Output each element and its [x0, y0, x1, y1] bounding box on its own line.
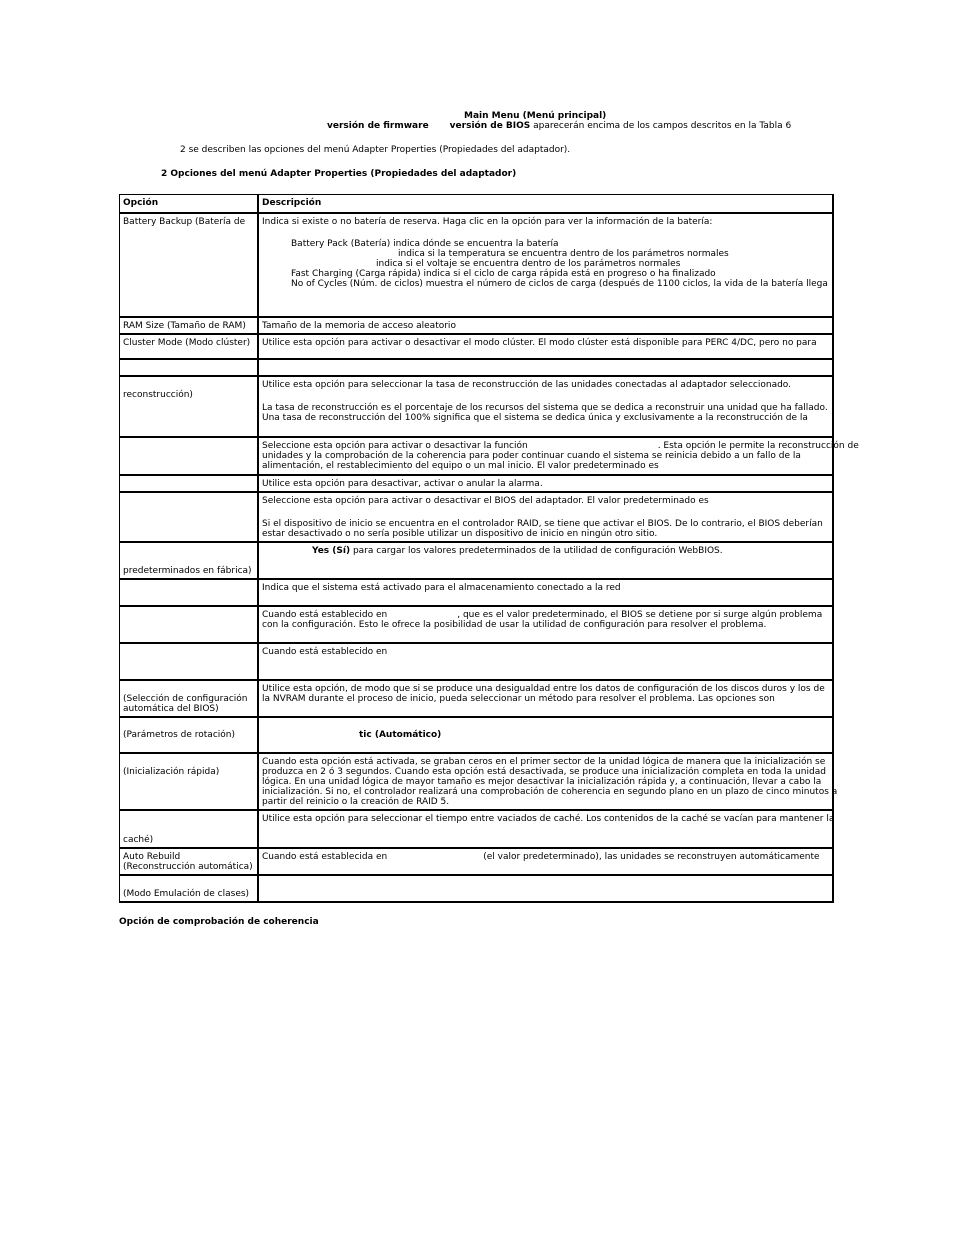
stop-l1a: Cuando está establecido en: [262, 609, 388, 620]
option-fast-init: (Inicialización rápida): [120, 753, 259, 810]
fast-init-l4: inicialización. Si no, el controlador realizará una comprobación de coherencia en segundo plano en un plazo de cinco minutos a: [262, 786, 838, 797]
battery-pack-line: Battery Pack (Batería) indica dónde se encuentra la batería: [291, 238, 559, 249]
table-row: [120, 492, 834, 542]
bios-p2a: Si el dispositivo de inicio se encuentra en el controlador RAID, se tiene que activar el BIOS. De lo contrario, el BIOS deberían: [262, 518, 823, 529]
desc-ram-size: Tamaño de la memoria de acceso aleatorio: [258, 317, 833, 334]
intro-firmware-line: [327, 121, 791, 132]
table-row: [120, 606, 834, 643]
auto-select-l1: Utilice esta opción, de modo que si se produce una desigualdad entre los datos de configuración de los discos duros y los de: [262, 683, 825, 694]
desc-auto-select: [258, 680, 833, 717]
table-caption: 2 Opciones del menú Adapter Properties (Propiedades del adaptador): [161, 169, 517, 179]
battery-desc: Indica si existe o no batería de reserva. Haga clic en la opción para ver la información de la batería:: [262, 216, 713, 227]
table-row: [120, 579, 834, 606]
option-battery-backup: Battery Backup (Batería de: [120, 213, 259, 317]
option-network-storage: [120, 579, 259, 606]
desc-factory-defaults: [258, 542, 833, 579]
table-row: [120, 810, 834, 848]
table-header-row: [120, 195, 834, 213]
continue-line3: alimentación, el restablecimiento del equipo o un mal inicio. El valor predeterminado es: [262, 460, 659, 471]
table-row: [120, 875, 834, 902]
table-row: [120, 848, 834, 875]
desc-auto-rebuild: [258, 848, 833, 875]
desc-cache-flush: Utilice esta opción para seleccionar el tiempo entre vaciados de caché. Los contenidos de la caché se vacían para mantener la: [258, 810, 833, 848]
table-row: [120, 437, 834, 475]
desc-class-emulation: [258, 875, 833, 902]
adapter-properties-table: [119, 194, 859, 903]
option-spinup: (Parámetros de rotación): [120, 717, 259, 753]
option-ram-size: RAM Size (Tamaño de RAM): [120, 317, 259, 334]
option-continue-on-boot: [120, 437, 259, 475]
option-alarm: [120, 475, 259, 492]
bios-p1: Seleccione esta opción para activar o desactivar el BIOS del adaptador. El valor predeterminado es: [262, 495, 709, 506]
table-row: [120, 359, 834, 376]
desc-spinup: [258, 717, 833, 753]
defaults-rest: para cargar los valores predeterminados de la utilidad de configuración WebBIOS.: [350, 545, 723, 556]
option-rebuild-rate: reconstrucción): [120, 376, 259, 437]
fast-init-l3: lógica. En una unidad lógica de mayor tamaño es mejor desactivar la inicialización rápida y, a continuación, llevar a cabo la: [262, 776, 822, 787]
table-row: [120, 680, 834, 717]
desc-alarm: Utilice esta opción para desactivar, activar o anular la alarma.: [258, 475, 833, 492]
intro-table-reference: 2 se describen las opciones del menú Adapter Properties (Propiedades del adaptador).: [180, 145, 571, 155]
option-auto-select: (Selección de configuración automática del BIOS): [120, 680, 259, 717]
table-row: [120, 753, 834, 810]
table-row: [120, 643, 834, 680]
intro-line2-rest: aparecerán encima de los campos descritos en la Tabla 6: [530, 121, 792, 131]
table-row: [120, 334, 834, 359]
option-factory-defaults: predeterminados en fábrica): [120, 542, 259, 579]
desc-continue-on-boot: [258, 437, 859, 475]
continue-l1a: Seleccione esta opción para activar o desactivar la función: [262, 440, 528, 451]
stop-l1b: , que es el valor predeterminado, el BIOS se detiene por si surge algún problema: [457, 609, 823, 620]
fast-init-l1: Cuando esta opción está activada, se graban ceros en el primer sector de la unidad lógica de manera que la inicialización se: [262, 756, 826, 767]
auto-rebuild-b: (el valor predeterminado), las unidades se reconstruyen automáticamente: [483, 851, 820, 862]
table-row: [120, 213, 834, 317]
fast-init-l5: partir del reinicio o la creación de RAID 5.: [262, 796, 450, 807]
header-option: Opción: [120, 195, 259, 213]
defaults-yes-label: Yes (Sí): [312, 545, 351, 556]
option-stop-on-error: [120, 606, 259, 643]
rebuild-p1: Utilice esta opción para seleccionar la tasa de reconstrucción de las unidades conectadas al adaptador seleccionado.: [262, 379, 792, 390]
option-empty: [120, 359, 259, 376]
table-row: [120, 542, 834, 579]
stop-line1: [262, 610, 828, 620]
bios-p2b: estar desactivado o no sería posible utilizar un dispositivo de inicio en ningún otro sitio.: [262, 528, 658, 539]
battery-voltage-line: indica si el voltaje se encuentra dentro de los parámetros normales: [376, 258, 681, 269]
desc-cluster-mode: Utilice esta opción para activar o desactivar el modo clúster. El modo clúster está disponible para PERC 4/DC, pero no para: [258, 334, 833, 359]
desc-empty: [258, 359, 833, 376]
continue-line1: [262, 440, 859, 451]
battery-cycles-line: No of Cycles (Núm. de ciclos) muestra el número de ciclos de carga (después de 1100 ciclos, la vida de la batería llega: [291, 278, 828, 289]
table-row: [120, 717, 834, 753]
rebuild-p2a: La tasa de reconstrucción es el porcentaje de los recursos del sistema que se dedica a reconstruir una unidad que ha fallado.: [262, 402, 828, 413]
header-description: Descripción: [258, 195, 833, 213]
continue-line2: unidades y la comprobación de la coherencia para poder continuar cuando el sistema se reinicia debido a un fallo de la: [262, 450, 801, 461]
desc-bios: [258, 492, 833, 542]
option-fast-boot: [120, 643, 259, 680]
spinup-auto-label: tic (Automático): [359, 730, 442, 740]
option-bios: [120, 492, 259, 542]
desc-fast-boot: Cuando está establecido en: [258, 643, 833, 680]
stop-line2: con la configuración. Esto le ofrece la posibilidad de usar la utilidad de configuración para resolver el problema.: [262, 619, 767, 630]
table-row: [120, 376, 834, 437]
desc-battery-backup: [258, 213, 833, 317]
auto-select-l2: la NVRAM durante el proceso de inicio, pueda seleccionar un método para resolver el problema. Las opciones son: [262, 693, 775, 704]
option-cluster-mode: Cluster Mode (Modo clúster): [120, 334, 259, 359]
option-auto-rebuild: Auto Rebuild (Reconstrucción automática): [120, 848, 259, 875]
continue-l1b: . Esta opción le permite la reconstrucción de: [657, 440, 859, 451]
desc-rebuild-rate: [258, 376, 833, 437]
desc-network-storage: Indica que el sistema está activado para el almacenamiento conectado a la red: [258, 579, 833, 606]
desc-fast-init: [258, 753, 838, 810]
option-class-emulation: (Modo Emulación de clases): [120, 875, 259, 902]
desc-stop-on-error: [258, 606, 833, 643]
rebuild-p2b: Una tasa de reconstrucción del 100% significa que el sistema se dedica única y exclusivamente a la reconstrucción de la: [262, 412, 808, 423]
table-row: [120, 475, 834, 492]
option-cache-flush: caché): [120, 810, 259, 848]
fast-init-l2: produzca en 2 ó 3 segundos. Cuando esta opción está desactivada, se produce una inicialización completa en toda la unidad: [262, 766, 826, 777]
consistency-check-heading: Opción de comprobación de coherencia: [119, 917, 319, 927]
auto-rebuild-a: Cuando está establecida en: [262, 851, 388, 862]
bios-version-label: versión de BIOS: [449, 121, 531, 131]
battery-fast-charging-line: Fast Charging (Carga rápida) indica si el ciclo de carga rápida está en progreso o ha finalizado: [291, 268, 716, 279]
main-menu-title: Main Menu (Menú principal): [464, 111, 607, 121]
battery-temperature-line: indica si la temperatura se encuentra dentro de los parámetros normales: [398, 248, 729, 259]
table-row: [120, 317, 834, 334]
firmware-version-label: versión de firmware: [327, 121, 429, 131]
